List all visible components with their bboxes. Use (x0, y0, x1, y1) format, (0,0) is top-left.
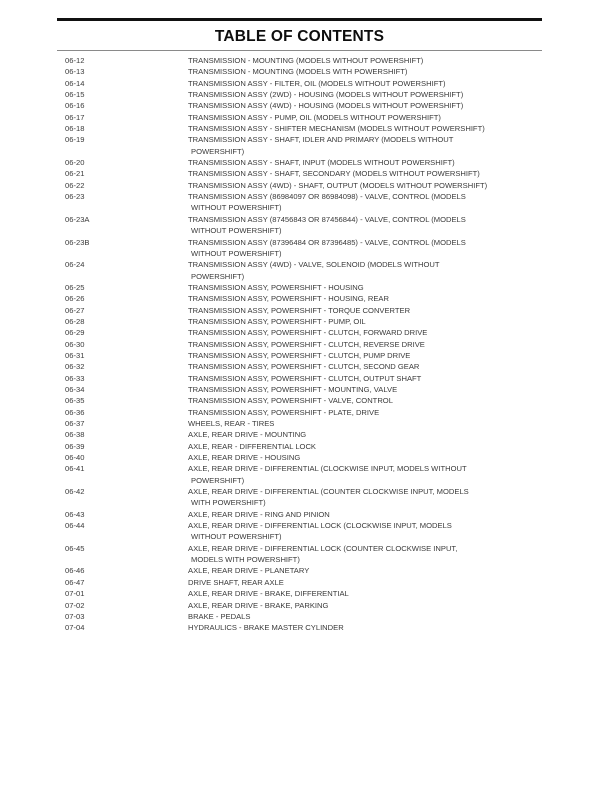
toc-entry-description-line: TRANSMISSION ASSY, POWERSHIFT - CLUTCH, REVERSE DRIVE (188, 339, 425, 349)
toc-entry-number: 06-24 (65, 260, 85, 270)
toc-entry-number: 06-26 (65, 294, 85, 304)
toc-entry-description (188, 588, 547, 599)
toc-entry[interactable] (57, 486, 547, 509)
toc-entry-description (188, 441, 547, 452)
toc-entry-number: 06-40 (65, 453, 85, 463)
toc-entry[interactable] (57, 168, 547, 179)
toc-entry-number: 06-44 (65, 521, 85, 531)
toc-entry[interactable] (57, 157, 547, 168)
toc-entry-description-line: WHEELS, REAR - TIRES (188, 419, 275, 428)
toc-entry-description (188, 384, 547, 395)
toc-entry-number: 06-16 (65, 101, 85, 111)
toc-entry-description-line: TRANSMISSION - MOUNTING (MODELS WITH POWERSHIFT) (188, 67, 408, 77)
toc-entry-number: 06-23A (65, 214, 90, 224)
toc-entry-number: 06-25 (65, 282, 85, 292)
toc-entry-number: 06-29 (65, 328, 85, 338)
toc-entry-description (188, 55, 547, 66)
toc-entry[interactable] (57, 452, 547, 463)
header-top-rule (57, 18, 542, 21)
toc-entry-number: 06-23 (65, 192, 85, 202)
toc-entry-description (188, 327, 547, 338)
toc-entry-description (188, 622, 547, 633)
toc-entry-description-line: TRANSMISSION ASSY, POWERSHIFT - CLUTCH, FORWARD DRIVE (188, 328, 428, 338)
toc-entry-number: 06-34 (65, 384, 85, 394)
toc-entry-description-continuation: POWERSHIFT) (191, 271, 245, 281)
toc-entry-number: 06-27 (65, 305, 85, 315)
toc-entry-description-line: TRANSMISSION ASSY, POWERSHIFT - VALVE, CONTROL (188, 396, 393, 406)
toc-entry[interactable] (57, 441, 547, 452)
toc-entry-description-line: TRANSMISSION ASSY, POWERSHIFT - CLUTCH, OUTPUT SHAFT (188, 373, 422, 383)
toc-entry[interactable] (57, 259, 547, 282)
toc-entry[interactable] (57, 350, 547, 361)
toc-entry-description-continuation: WITHOUT POWERSHIFT) (191, 248, 282, 258)
toc-entry[interactable] (57, 463, 547, 486)
toc-entry[interactable] (57, 89, 547, 100)
toc-entry-number: 06-38 (65, 430, 85, 440)
toc-entry-description-line: TRANSMISSION ASSY (87396484 OR 87396485) - VALVE, CONTROL (MODELS (188, 237, 466, 247)
toc-entry[interactable] (57, 622, 547, 633)
toc-entry[interactable] (57, 429, 547, 440)
toc-entry-description-line: AXLE, REAR DRIVE - HOUSING (188, 453, 301, 463)
toc-entry-description-line: AXLE, REAR DRIVE - BRAKE, PARKING (188, 600, 329, 610)
toc-entry-description-continuation: MODELS WITH POWERSHIFT) (191, 555, 300, 565)
toc-entry-number: 06-45 (65, 543, 85, 553)
toc-entry-number: 06-28 (65, 316, 85, 326)
toc-entry-description-line: TRANSMISSION ASSY - SHIFTER MECHANISM (MODELS WITHOUT POWERSHIFT) (188, 124, 485, 134)
toc-entry[interactable] (57, 361, 547, 372)
toc-entry-number: 06-12 (65, 56, 85, 65)
toc-entry-number: 06-31 (65, 350, 85, 360)
toc-entry[interactable] (57, 112, 547, 123)
toc-entry-number: 06-42 (65, 487, 85, 497)
toc-entry-description-line: TRANSMISSION ASSY, POWERSHIFT - TORQUE CONVERTER (188, 305, 411, 315)
toc-entry-description-line: TRANSMISSION ASSY - SHAFT, INPUT (MODELS WITHOUT POWERSHIFT) (188, 158, 455, 168)
toc-entry-description (188, 78, 547, 89)
toc-entry-number: 06-20 (65, 158, 85, 168)
toc-entry-number: 06-32 (65, 362, 85, 372)
toc-entry-number: 06-15 (65, 90, 85, 100)
toc-entry[interactable] (57, 520, 547, 543)
toc-entry-description (188, 577, 547, 588)
toc-entry-number: 06-23B (65, 237, 90, 247)
toc-entry-description (188, 418, 547, 429)
toc-entry[interactable] (57, 418, 547, 429)
toc-entry[interactable] (57, 293, 547, 304)
toc-entry-number: 06-33 (65, 373, 85, 383)
toc-entry-description (188, 191, 547, 214)
toc-entry-description (188, 543, 547, 566)
toc-entry[interactable] (57, 55, 547, 66)
toc-entry-description-line: TRANSMISSION ASSY, POWERSHIFT - HOUSING, REAR (188, 294, 389, 304)
toc-entry-description-line: TRANSMISSION ASSY, POWERSHIFT - HOUSING (188, 282, 364, 292)
toc-entry-number: 06-14 (65, 78, 85, 88)
toc-entry-number: 06-39 (65, 441, 85, 451)
toc-entry-description-line: HYDRAULICS - BRAKE MASTER CYLINDER (188, 623, 344, 633)
toc-entry-description-line: TRANSMISSION ASSY - SHAFT, IDLER AND PRIMARY (MODELS WITHOUT (188, 135, 454, 145)
toc-entry-number: 06-37 (65, 419, 85, 428)
toc-entry-description (188, 180, 547, 191)
toc-entry-description-line: AXLE, REAR DRIVE - BRAKE, DIFFERENTIAL (188, 589, 349, 599)
toc-entry-number: 06-19 (65, 135, 85, 145)
toc-entry[interactable] (57, 395, 547, 406)
toc-entry-description-line: AXLE, REAR DRIVE - PLANETARY (188, 566, 310, 576)
toc-entry-number: 07-01 (65, 589, 85, 599)
toc-entry[interactable] (57, 316, 547, 327)
toc-entry-description-line: DRIVE SHAFT, REAR AXLE (188, 577, 284, 587)
toc-entry-description (188, 134, 547, 157)
toc-entry-description-line: AXLE, REAR DRIVE - DIFFERENTIAL LOCK (COUNTER CLOCKWISE INPUT, (188, 543, 458, 553)
toc-entry-description-line: TRANSMISSION ASSY, POWERSHIFT - MOUNTING, VALVE (188, 384, 398, 394)
toc-entry[interactable] (57, 180, 547, 191)
toc-entry-description (188, 259, 547, 282)
toc-entry-description-line: TRANSMISSION ASSY (4WD) - SHAFT, OUTPUT (MODELS WITHOUT POWERSHIFT) (188, 180, 488, 190)
toc-entry-description-line: AXLE, REAR DRIVE - DIFFERENTIAL (COUNTER CLOCKWISE INPUT, MODELS (188, 487, 469, 497)
toc-entry-description-line: TRANSMISSION ASSY (4WD) - HOUSING (MODELS WITHOUT POWERSHIFT) (188, 101, 464, 111)
toc-entry[interactable] (57, 588, 547, 599)
toc-entry[interactable] (57, 78, 547, 89)
toc-entry-description (188, 611, 547, 622)
toc-entry-number: 07-04 (65, 623, 85, 633)
toc-entry-description (188, 452, 547, 463)
toc-entry-description (188, 168, 547, 179)
toc-entry-description-line: AXLE, REAR DRIVE - MOUNTING (188, 430, 307, 440)
toc-entry-description-line: AXLE, REAR DRIVE - RING AND PINION (188, 509, 330, 519)
toc-entry[interactable] (57, 373, 547, 384)
toc-entry[interactable] (57, 543, 547, 566)
toc-entry[interactable] (57, 237, 547, 260)
toc-entry-description (188, 373, 547, 384)
toc-entry[interactable] (57, 600, 547, 611)
toc-entry-number: 06-21 (65, 169, 85, 179)
toc-entry-description-continuation: WITHOUT POWERSHIFT) (191, 203, 282, 213)
toc-entry-description-line: TRANSMISSION ASSY, POWERSHIFT - CLUTCH, SECOND GEAR (188, 362, 420, 372)
toc-entry-number: 07-02 (65, 600, 85, 610)
table-of-contents-list (57, 55, 547, 634)
toc-entry[interactable] (57, 577, 547, 588)
toc-entry-number: 06-13 (65, 67, 85, 77)
toc-entry-description-continuation: POWERSHIFT) (191, 146, 245, 156)
toc-entry-description (188, 600, 547, 611)
toc-entry-description (188, 157, 547, 168)
toc-entry[interactable] (57, 565, 547, 576)
toc-entry-description-line: AXLE, REAR DRIVE - DIFFERENTIAL (CLOCKWISE INPUT, MODELS WITHOUT (188, 464, 467, 474)
toc-entry-description-line: AXLE, REAR DRIVE - DIFFERENTIAL LOCK (CLOCKWISE INPUT, MODELS (188, 521, 452, 531)
toc-entry-description-line: TRANSMISSION ASSY (2WD) - HOUSING (MODELS WITHOUT POWERSHIFT) (188, 90, 464, 100)
toc-entry-description (188, 361, 547, 372)
toc-entry-description (188, 100, 547, 111)
toc-entry-number: 06-47 (65, 577, 85, 587)
toc-entry-description-line: TRANSMISSION ASSY - FILTER, OIL (MODELS WITHOUT POWERSHIFT) (188, 78, 446, 88)
toc-entry-description (188, 429, 547, 440)
toc-entry-description-line: TRANSMISSION ASSY, POWERSHIFT - CLUTCH, PUMP DRIVE (188, 350, 411, 360)
toc-entry-description (188, 486, 547, 509)
toc-entry-number: 06-30 (65, 339, 85, 349)
toc-entry-number: 06-18 (65, 124, 85, 134)
toc-entry-description-line: TRANSMISSION ASSY, POWERSHIFT - PLATE, DRIVE (188, 407, 380, 417)
toc-entry-description-continuation: WITH POWERSHIFT) (191, 498, 266, 508)
toc-entry-description (188, 66, 547, 77)
toc-entry-description-line: TRANSMISSION ASSY, POWERSHIFT - PUMP, OIL (188, 316, 366, 326)
toc-entry-description-line: TRANSMISSION - MOUNTING (MODELS WITHOUT POWERSHIFT) (188, 56, 424, 65)
toc-entry-description (188, 407, 547, 418)
toc-entry-description (188, 305, 547, 316)
toc-entry-description (188, 463, 547, 486)
header-bottom-rule (57, 50, 542, 51)
toc-entry-description-continuation: POWERSHIFT) (191, 475, 245, 485)
toc-entry[interactable] (57, 66, 547, 77)
toc-entry[interactable] (57, 282, 547, 293)
toc-entry-description-line: TRANSMISSION ASSY (4WD) - VALVE, SOLENOID (MODELS WITHOUT (188, 260, 440, 270)
toc-entry-number: 06-35 (65, 396, 85, 406)
toc-entry-number: 06-41 (65, 464, 85, 474)
toc-entry-number: 06-17 (65, 112, 85, 122)
toc-entry[interactable] (57, 134, 547, 157)
page-title: TABLE OF CONTENTS (214, 28, 385, 45)
toc-entry[interactable] (57, 509, 547, 520)
toc-entry[interactable] (57, 384, 547, 395)
toc-entry-description-line: TRANSMISSION ASSY (87456843 OR 87456844) - VALVE, CONTROL (MODELS (188, 214, 466, 224)
toc-entry[interactable] (57, 339, 547, 350)
toc-entry[interactable] (57, 305, 547, 316)
toc-entry-description (188, 293, 547, 304)
toc-entry-description (188, 112, 547, 123)
toc-entry-number: 06-36 (65, 407, 85, 417)
toc-entry-number: 06-22 (65, 180, 85, 190)
page-header (57, 18, 542, 51)
toc-entry[interactable] (57, 214, 547, 237)
toc-entry[interactable] (57, 123, 547, 134)
toc-entry-description-line: AXLE, REAR - DIFFERENTIAL LOCK (188, 441, 316, 451)
toc-entry-description-line: TRANSMISSION ASSY - SHAFT, SECONDARY (MODELS WITHOUT POWERSHIFT) (188, 169, 480, 179)
toc-entry-description-line: TRANSMISSION ASSY - PUMP, OIL (MODELS WITHOUT POWERSHIFT) (188, 112, 441, 122)
toc-entry-description (188, 316, 547, 327)
toc-entry-description-continuation: WITHOUT POWERSHIFT) (191, 226, 282, 236)
toc-entry-number: 07-03 (65, 611, 85, 621)
toc-entry-description (188, 520, 547, 543)
toc-entry[interactable] (57, 327, 547, 338)
toc-entry-description (188, 89, 547, 100)
toc-entry[interactable] (57, 100, 547, 111)
toc-entry-description (188, 214, 547, 237)
toc-entry[interactable] (57, 407, 547, 418)
toc-entry-description (188, 282, 547, 293)
toc-entry[interactable] (57, 611, 547, 622)
toc-entry[interactable] (57, 191, 547, 214)
toc-entry-description (188, 237, 547, 260)
toc-entry-description (188, 123, 547, 134)
toc-entry-description (188, 509, 547, 520)
toc-entry-description-line: BRAKE - PEDALS (188, 611, 251, 621)
toc-entry-description (188, 565, 547, 576)
toc-entry-number: 06-46 (65, 566, 85, 576)
toc-entry-description (188, 350, 547, 361)
toc-entry-description-continuation: WITHOUT POWERSHIFT) (191, 532, 282, 542)
toc-entry-number: 06-43 (65, 509, 85, 519)
toc-entry-description (188, 395, 547, 406)
toc-entry-description (188, 339, 547, 350)
toc-entry-description-line: TRANSMISSION ASSY (86984097 OR 86984098) - VALVE, CONTROL (MODELS (188, 192, 466, 202)
